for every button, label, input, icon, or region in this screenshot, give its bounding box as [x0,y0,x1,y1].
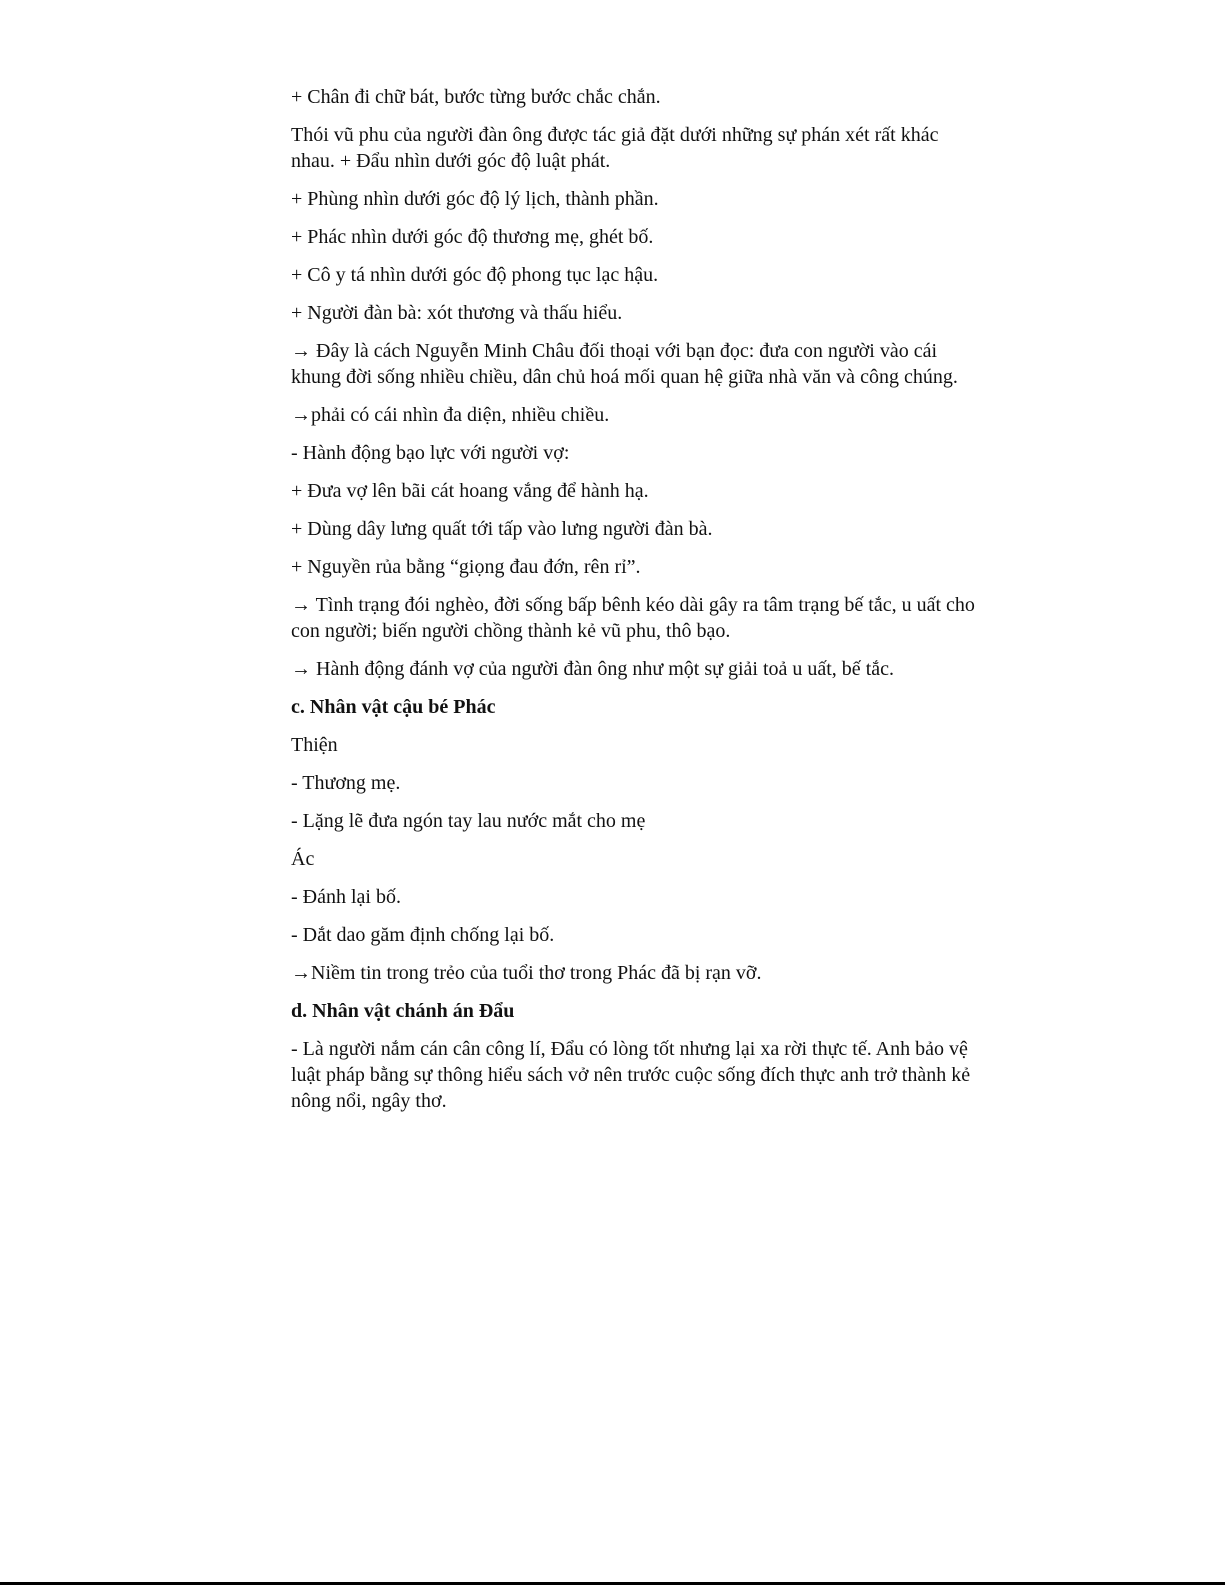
section-heading-dau: d. Nhân vật chánh án Đẩu [291,1000,515,1022]
paragraph-woman-view: + Người đàn bà: xót thương và thấu hiểu. [291,302,623,324]
paragraph-poverty-cause: → Tình trạng đói nghèo, đời sống bấp bênh kéo dài gây ra tâm trạng bế tắc, u uất cho con người; biến người chồng thành kẻ vũ phu, thô bạo. [291,594,975,642]
section-heading-phac: c. Nhân vật cậu bé Phác [291,696,496,718]
paragraph-broken-faith: →Niềm tin trong trẻo của tuổi thơ trong Phác đã bị rạn vỡ. [291,962,762,984]
paragraph-violence-intro: - Hành động bạo lực với người vợ: [291,442,570,464]
paragraph-dau-description: - Là người nắm cán cân công lí, Đẩu có lòng tốt nhưng lại xa rời thực tế. Anh bảo vệ luật pháp bằng sự thông hiểu sách vở nên trước cuộc sống đích thực anh trở thành kẻ nông nổi, ngây thơ. [291,1038,971,1112]
paragraph-violence-beach: + Đưa vợ lên bãi cát hoang vắng để hành hạ. [291,480,649,502]
paragraph-violence-belt: + Dùng dây lưng quất tới tấp vào lưng người đàn bà. [291,518,713,540]
paragraph-hits-father: - Đánh lại bố. [291,886,401,908]
paragraph-gait: + Chân đi chữ bát, bước từng bước chắc chắn. [291,86,661,108]
paragraph-loves-mother: - Thương mẹ. [291,772,401,794]
paragraph-wipes-tears: - Lặng lẽ đưa ngón tay lau nước mắt cho mẹ [291,810,646,832]
paragraph-judgments: Thói vũ phu của người đàn ông được tác giả đặt dưới những sự phán xét rất khác nhau. + Đẩu nhìn dưới góc độ luật phát. [291,124,939,172]
paragraph-release: → Hành động đánh vợ của người đàn ông như một sự giải toả u uất, bế tắc. [291,658,894,680]
paragraph-phung-view: + Phùng nhìn dưới góc độ lý lịch, thành phần. [291,188,659,210]
paragraph-phac-view: + Phác nhìn dưới góc độ thương mẹ, ghét bố. [291,226,654,248]
paragraph-evil-label: Ác [291,848,315,870]
paragraph-dialogue-conclusion: → Đây là cách Nguyễn Minh Châu đối thoại với bạn đọc: đưa con người vào cái khung đời sống nhiều chiều, dân chủ hoá mối quan hệ giữa nhà văn và công chúng. [291,340,958,388]
paragraph-violence-curse: + Nguyền rủa bằng “giọng đau đớn, rên rỉ”. [291,556,641,578]
document-page [291,84,981,1126]
paragraph-nurse-view: + Cô y tá nhìn dưới góc độ phong tục lạc hậu. [291,264,659,286]
paragraph-good-label: Thiện [291,734,338,756]
paragraph-multi-perspective: →phải có cái nhìn đa diện, nhiều chiều. [291,404,610,426]
paragraph-dagger: - Dắt dao găm định chống lại bố. [291,924,555,946]
